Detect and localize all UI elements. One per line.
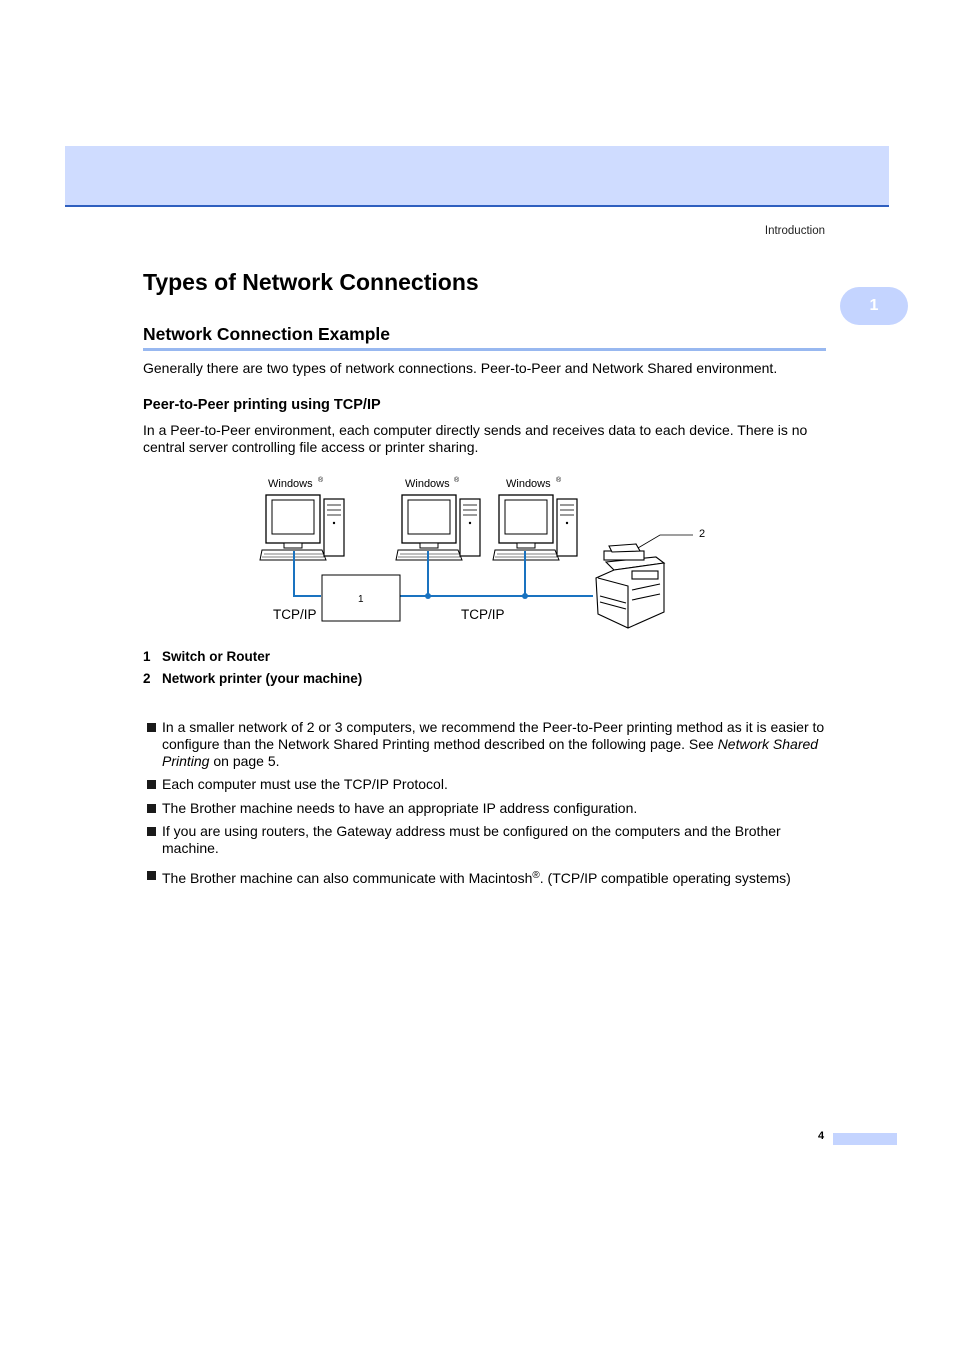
printer-icon	[596, 544, 664, 628]
bullet-item-5	[143, 867, 833, 887]
registered-mark-3: ®	[556, 477, 562, 484]
bullet-square-icon	[147, 827, 156, 836]
bullet-item-3	[143, 800, 833, 817]
computer-icon-2	[396, 495, 480, 560]
legend-item-1	[143, 649, 270, 664]
chapter-tab: 1	[840, 287, 908, 325]
running-head: Introduction	[764, 225, 825, 237]
bullet-4-text: If you are using routers, the Gateway address must be configured on the computers and the Brother machine.	[162, 823, 781, 856]
page-number-bar	[833, 1133, 897, 1145]
bullet-2-text: Each computer must use the TCP/IP Protocol.	[162, 776, 448, 792]
subsection-title: Peer-to-Peer printing using TCP/IP	[143, 397, 381, 413]
printer-callout-line	[638, 535, 693, 548]
legend-num-1: 1	[143, 649, 151, 664]
protocol-label-right: TCP/IP	[461, 607, 505, 622]
bullet-5-text: The Brother machine can also communicate with Macintosh	[162, 870, 533, 886]
computer-icon-3	[493, 495, 577, 560]
subsection-body: In a Peer-to-Peer environment, each computer directly sends and receives data to each device. There is no central server controlling file access or printer sharing.	[143, 422, 808, 455]
bullet-square-icon	[147, 780, 156, 789]
registered-mark-2: ®	[454, 477, 460, 484]
computer-icon-1	[260, 495, 344, 560]
bullet-item-2	[143, 776, 833, 793]
bullet-square-icon	[147, 871, 156, 880]
bullet-square-icon	[147, 804, 156, 813]
computer-label-1: Windows	[268, 478, 313, 490]
switch-label: 1	[358, 594, 364, 605]
bullet-list	[143, 719, 833, 887]
page-number: 4	[818, 1130, 825, 1142]
page-title: Types of Network Connections	[143, 269, 479, 295]
bullet-item-4	[143, 823, 833, 857]
bullet-item-1	[143, 719, 833, 770]
legend-num-2: 2	[143, 671, 151, 686]
protocol-label-left: TCP/IP	[273, 607, 317, 622]
legend-text-1: Switch or Router	[162, 649, 271, 664]
junction-dot-2	[522, 593, 528, 599]
bullet-5-suffix: . (TCP/IP compatible operating systems)	[539, 870, 791, 886]
bullet-3-text: The Brother machine needs to have an appropriate IP address configuration.	[162, 800, 638, 816]
cross-reference-link[interactable]: Network Shared Printing	[162, 736, 819, 769]
section-subtitle: Network Connection Example	[143, 324, 826, 351]
legend-text-2: Network printer (your machine)	[162, 671, 363, 686]
junction-dot-1	[425, 593, 431, 599]
printer-callout: 2	[699, 528, 706, 540]
bullet-1-text: In a smaller network of 2 or 3 computers, we recommend the Peer-to-Peer printing method as it is easier to configure than the Network Shared Printing method described on the following page. See	[162, 719, 825, 752]
registered-mark: ®	[532, 870, 540, 881]
bullet-1-suffix: on page 5.	[209, 753, 280, 769]
computer-label-3: Windows	[506, 478, 551, 490]
bullet-square-icon	[147, 723, 156, 732]
legend-item-2	[143, 671, 362, 686]
intro-paragraph: Generally there are two types of network connections. Peer-to-Peer and Network Shared environment.	[143, 360, 778, 376]
computer-label-2: Windows	[405, 478, 450, 490]
registered-mark-1: ®	[318, 477, 324, 484]
